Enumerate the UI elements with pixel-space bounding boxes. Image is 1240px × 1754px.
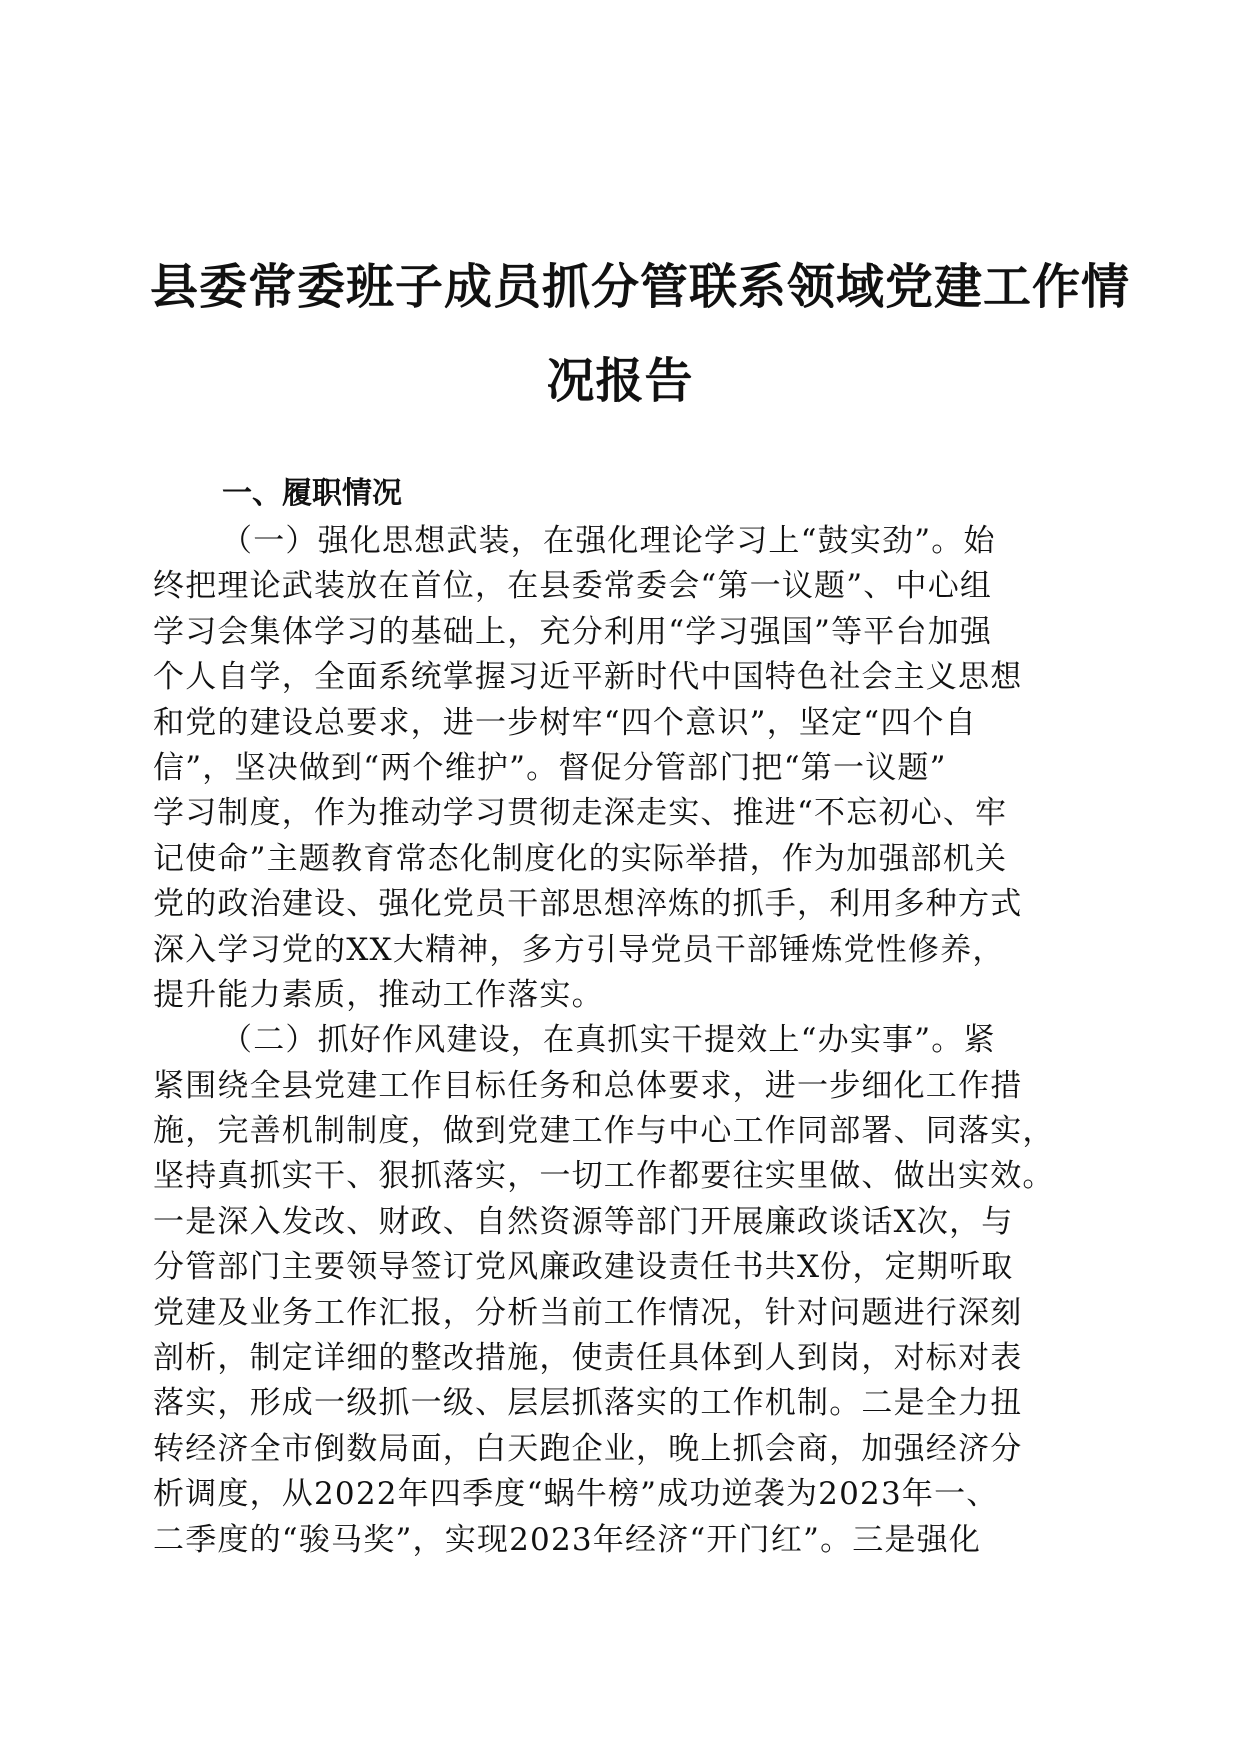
paragraph-line: 记使命”主题教育常态化制度化的实际举措，作为加强部机关 (153, 840, 1008, 877)
title-line: 况报告 (546, 353, 694, 409)
paragraph-line: 剖析，制定详细的整改措施，使责任具体到人到岗，对标对表 (153, 1340, 1023, 1377)
paragraph-line: 二季度的“骏马奖”，实现2023年经济“开门红”。三是强化 (153, 1521, 982, 1558)
paragraph-line: 施，完善机制制度，做到党建工作与中心工作同部署、同落实， (153, 1113, 1055, 1150)
paragraph-line: 个人自学，全面系统掌握习近平新时代中国特色社会主义思想 (153, 659, 1023, 696)
paragraph-line: 坚持真抓实干、狠抓落实，一切工作都要往实里做、做出实效。 (153, 1158, 1055, 1195)
paragraph-line: 落实，形成一级抓一级、层层抓落实的工作机制。二是全力扭 (153, 1385, 1023, 1422)
paragraph-line: 深入学习党的XX大精神，多方引导党员干部锤炼党性修养， (153, 931, 1005, 968)
paragraph-line: 党的政治建设、强化党员干部思想淬炼的抓手，利用多种方式 (153, 886, 1023, 923)
title-line: 县委常委班子成员抓分管联系领域党建工作情 (150, 259, 1131, 315)
document-title (150, 240, 1131, 428)
paragraph-line: （二）抓好作风建设，在真抓实干提效上“办实事”。紧 (221, 1022, 996, 1059)
paragraph-line: 紧围绕全县党建工作目标任务和总体要求，进一步细化工作措 (153, 1067, 1023, 1104)
paragraph-line: 析调度，从2022年四季度“蜗牛榜”成功逆袭为2023年一、 (153, 1476, 999, 1513)
paragraph-line: 终把理论武装放在首位，在县委常委会“第一议题”、中心组 (153, 568, 993, 605)
paragraph-line: 提升能力素质，推动工作落实。 (153, 976, 604, 1013)
paragraph-line: 党建及业务工作汇报，分析当前工作情况，针对问题进行深刻 (153, 1294, 1023, 1331)
paragraph-line: 学习制度，作为推动学习贯彻走深走实、推进“不忘初心、牢 (153, 795, 1008, 832)
paragraph-line: 和党的建设总要求，进一步树牢“四个意识”，坚定“四个自 (153, 704, 977, 741)
paragraph-line: 一是深入发改、财政、自然资源等部门开展廉政谈话X次，与 (153, 1203, 1014, 1240)
section-heading: 一、履职情况 (222, 476, 402, 511)
paragraph-line: （一）强化思想武装，在强化理论学习上“鼓实劲”。始 (221, 523, 996, 559)
paragraph-line: 学习会集体学习的基础上，充分利用“学习强国”等平台加强 (153, 613, 993, 650)
paragraph-line: 转经济全市倒数局面，白天跑企业，晚上抓会商，加强经济分 (153, 1430, 1023, 1467)
paragraph-line: 信”，坚决做到“两个维护”。督促分管部门把“第一议题” (153, 749, 947, 786)
paragraph-line: 分管部门主要领导签订党风廉政建设责任书共X份，定期听取 (153, 1249, 1014, 1286)
body-text (153, 519, 1093, 1563)
